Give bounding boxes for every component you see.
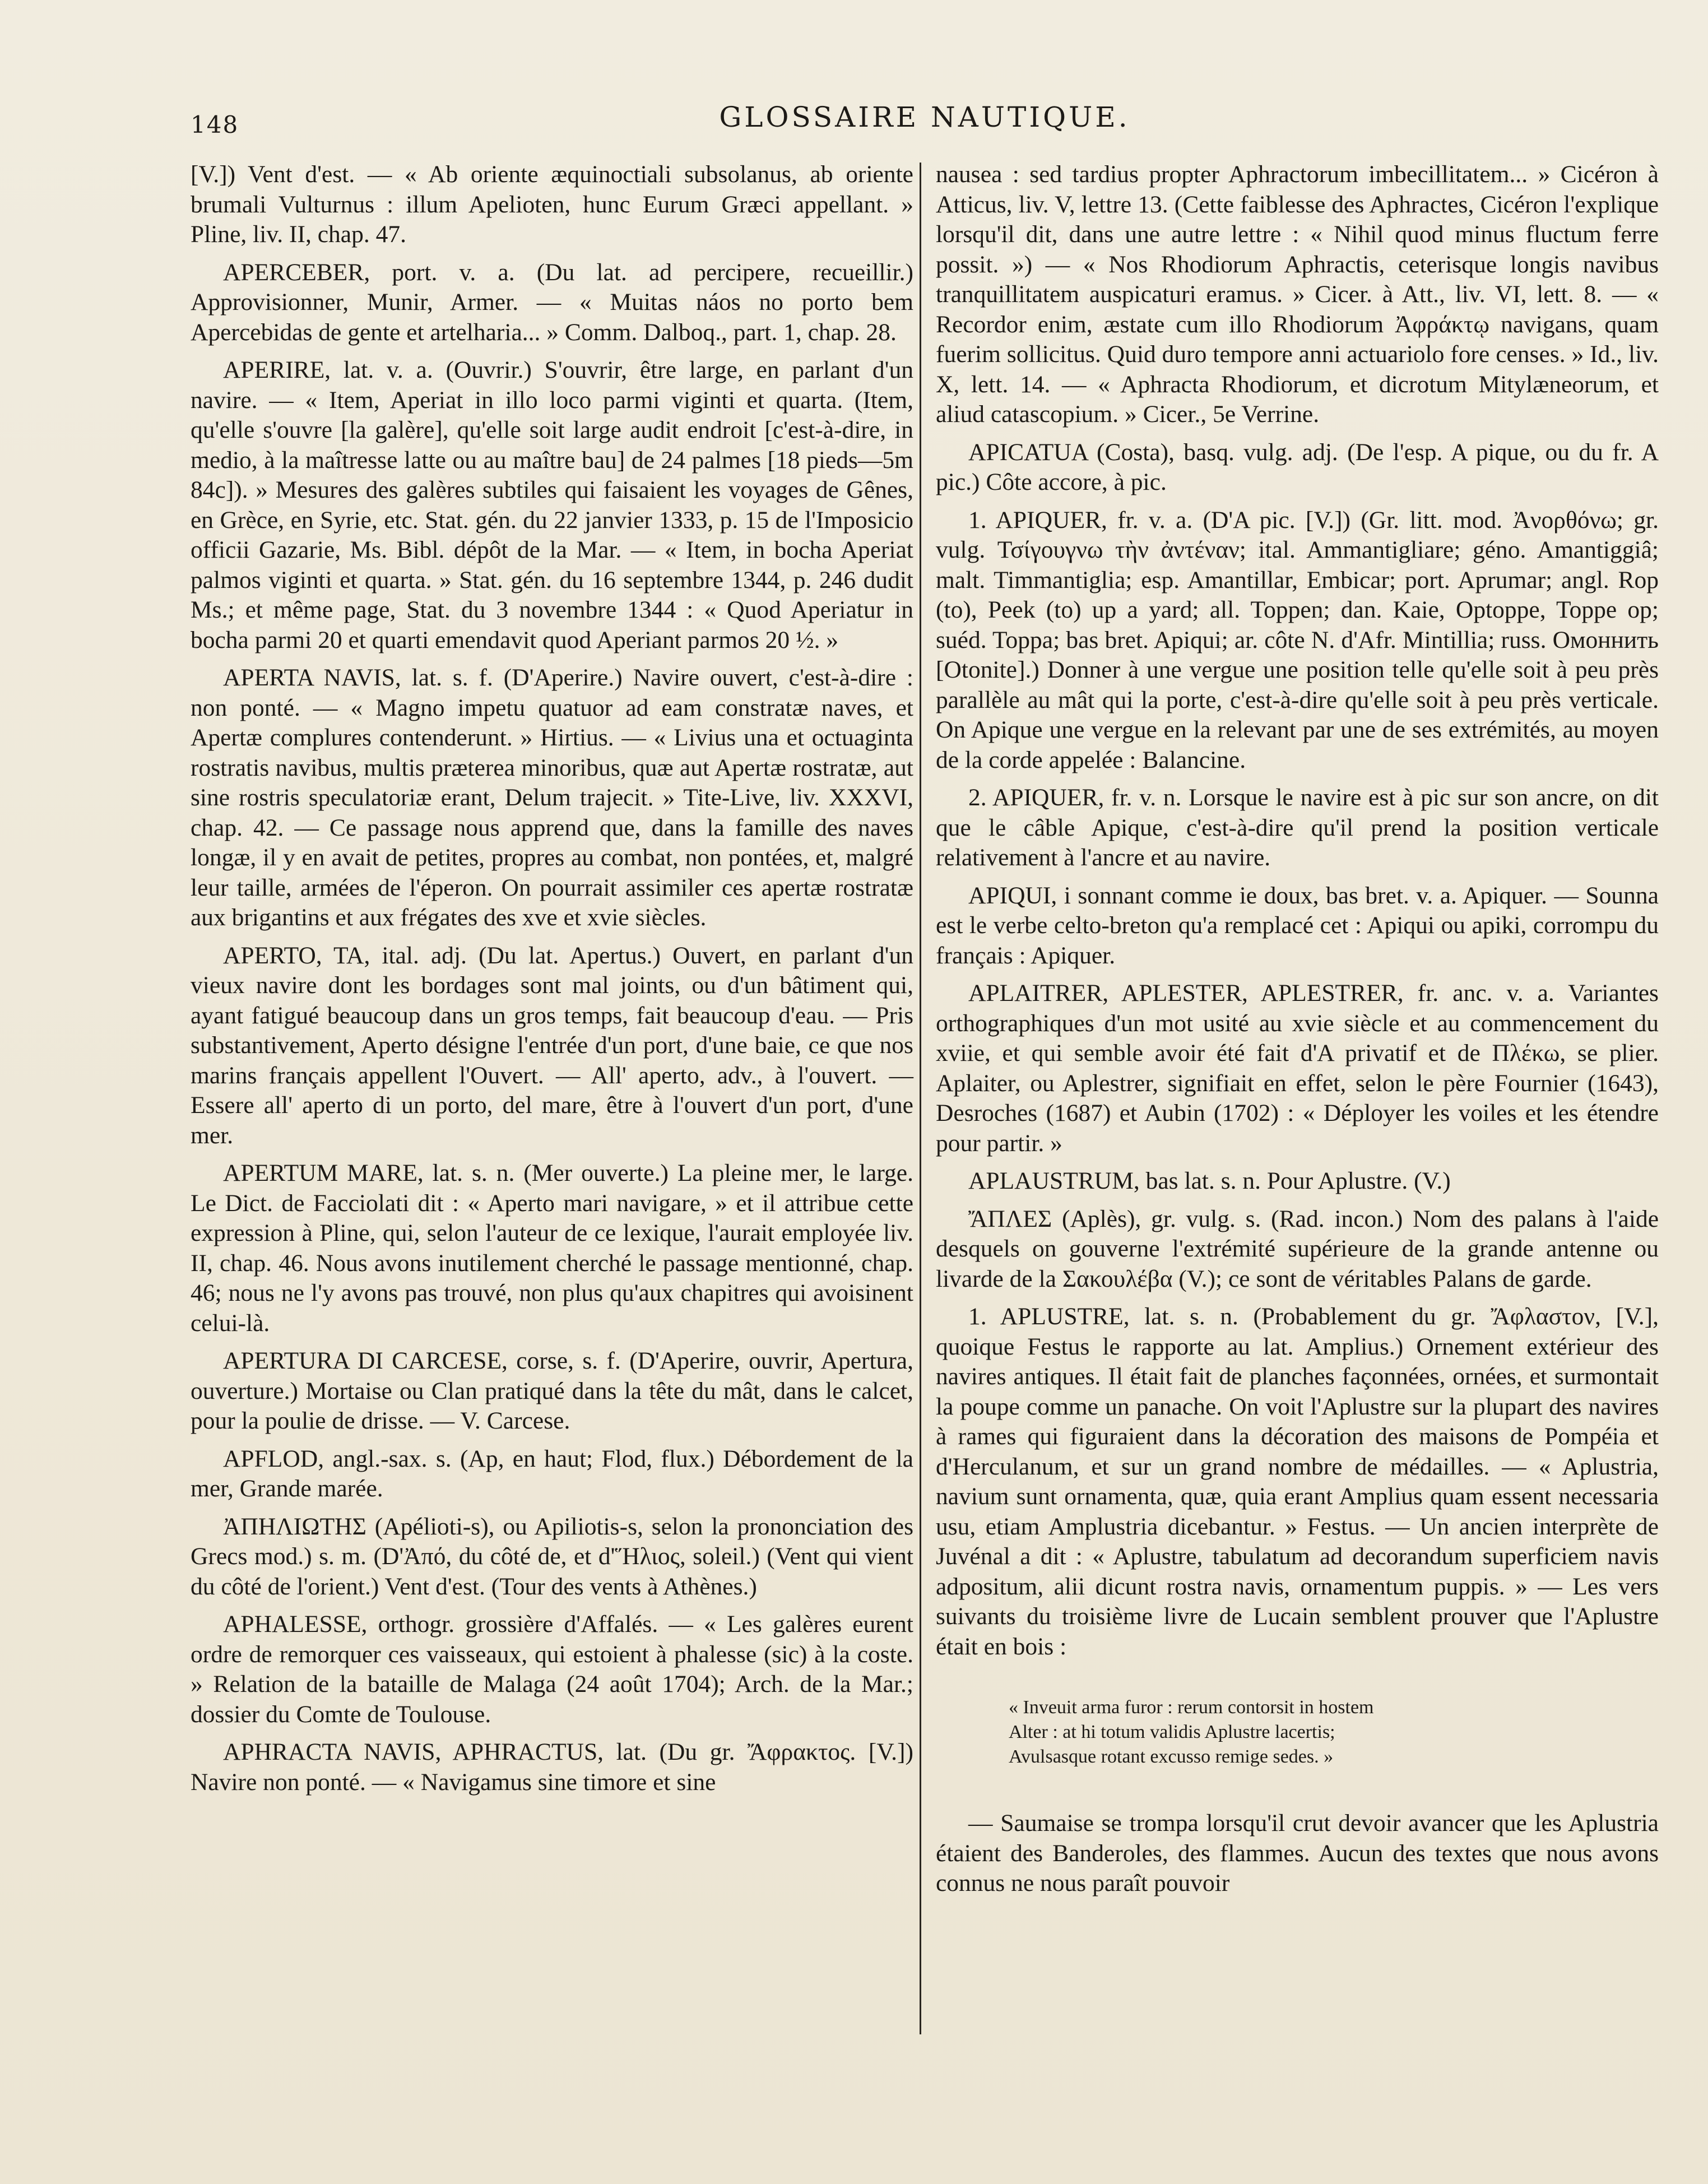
quote-line: Alter : at hi totum validis Aplustre lacertis;	[1009, 1722, 1335, 1742]
entry-apiqui: APIQUI, i sonnant comme ie doux, bas bret. v. a. Apiquer. — Sounna est le verbe celto-breton qu'a remplacé cet : Apiqui ou apiki, corrompu du français : Apiquer.	[936, 882, 1659, 969]
entry-apeliotes: ἈΠΗΛΙΩΤΗΣ (Apélioti-s), ou Apiliotis-s, selon la prononciation des Grecs mod.) s. m. (D'Ἀπό, du côté de, et d'Ἥλιος, soleil.) (Vent qui vient du côté de l'orient.) Vent d'est. (Tour des vents à Athènes.)	[191, 1513, 913, 1600]
quote-line: « Inveuit arma furor : rerum contorsit in hostem	[1009, 1697, 1374, 1718]
entry-apiquer-2: 2. APIQUER, fr. v. n. Lorsque le navire est à pic sur son ancre, on dit que le câble Apique, c'est-à-dire qu'il prend la position verticale relativement à l'ancre et au navire.	[936, 784, 1659, 871]
entry-aperto: APERTO, TA, ital. adj. (Du lat. Apertus.) Ouvert, en parlant d'un vieux navire dont les bordages sont mal joints, ou d'un bâtiment qui, ayant fatigué beaucoup dans un gros temps, fait beaucoup d'eau. — Pris substantivement, Aperto désigne l'entrée d'un port, d'une baie, ce que nos marins français appellent l'Ouvert. — All' aperto, adv., à l'ouvert. — Essere all' aperto di un porto, del mare, être à l'ouvert d'un port, d'une mer.	[191, 942, 913, 1149]
page-number: 148	[191, 111, 239, 138]
running-title: GLOSSAIRE NAUTIQUE.	[719, 101, 1130, 133]
page-header	[191, 101, 1659, 151]
entry-aphalesse: APHALESSE, orthogr. grossière d'Affalés. — « Les galères eurent ordre de remorquer ces vaisseaux, qui estoient à phalesse (sic) à la coste. » Relation de la bataille de Malaga (24 août 1704); Arch. de la Mar.; dossier du Comte de Toulouse.	[191, 1611, 913, 1728]
entry-aples: ἌΠΛΕΣ (Aplès), gr. vulg. s. (Rad. incon.) Nom des palans à l'aide desquels on gouverne l'extrémité supérieure de la grande antenne ou livarde de la Σακουλέβα (V.); ce sont de véritables Palans de garde.	[936, 1205, 1659, 1292]
entry-aplaitrer: APLAITRER, APLESTER, APLESTRER, fr. anc. v. a. Variantes orthographiques d'un mot usité au xvie siècle et au commencement du xviie, et qui semble avoir été fait d'Α privatif et de Πλέκω, se plier. Aplaiter, ou Aplestrer, signifiait en effet, selon le père Fournier (1643), Desroches (1687) et Aubin (1702) : « Déployer les voiles et les étendre pour partir. »	[936, 980, 1659, 1157]
right-column	[936, 160, 1659, 1907]
entry-apicatua: APICATUA (Costa), basq. vulg. adj. (De l'esp. A pique, ou du fr. A pic.) Côte accore, à pic.	[936, 438, 1659, 495]
entry-aphracta-continuation: nausea : sed tardius propter Aphractorum imbecillitatem... » Cicéron à Atticus, liv. V, lettre 13. (Cette faiblesse des Aphractes, Cicéron l'explique lorsqu'il dit, dans une autre lettre : « Nihil quod minus fluctum ferre possit. ») — « Nos Rhodiorum Aphractis, ceterisque longis navibus tranquillitatem auspicaturi eramus. » Cicer. à Att., liv. VI, lett. 8. — « Recordor enim, æstate cum illo Rhodiorum Ἀφράκτῳ navigans, quam fuerim sollicitus. Quid duro tempore anni actuariolo fore censes. » Id., liv. X, lett. 14. — « Aphracta Rhodiorum, et dicrotum Mitylæneorum, et aliud catascopium. » Cicer., 5e Verrine.	[936, 161, 1659, 428]
entry-aphracta-navis: APHRACTA NAVIS, APHRACTUS, lat. (Du gr. Ἄφρακτος. [V.]) Navire non ponté. — « Navigamus sine timore et sine	[191, 1738, 913, 1796]
entry-apflod: APFLOD, angl.-sax. s. (Ap, en haut; Flod, flux.) Débordement de la mer, Grande marée.	[191, 1445, 913, 1502]
quote-line: Avulsasque rotant excusso remige sedes. »	[1009, 1746, 1334, 1767]
entry-aperire: APERIRE, lat. v. a. (Ouvrir.) S'ouvrir, être large, en parlant d'un navire. — « Item, Aperiat in illo loco parmi viginti et quarta. (Item, qu'elle s'ouvre [la galère], qu'elle soit large audit endroit [c'est-à-dire, in medio, à la maîtresse latte ou au maître bau] de 24 palmes [18 pieds—5m 84c]). » Mesures des galères subtiles qui faisaient les voyages de Gênes, en Grèce, en Syrie, etc. Stat. gén. du 22 janvier 1333, p. 15 de l'Imposicio officii Gazarie, Ms. Bibl. dépôt de la Mar. — « Item, in bocha Aperiat palmos viginti et quarta. » Stat. gén. du 16 septembre 1344, p. 246 dudit Ms.; et même page, Stat. du 3 novembre 1344 : « Quod Aperiatur in bocha parmi 20 et quarti emendavit quod Aperiant parmos 20 ½. »	[191, 356, 913, 653]
column-divider	[920, 163, 921, 2034]
entry-aplustre-1: 1. APLUSTRE, lat. s. n. (Probablement du gr. Ἄφλαστον, [V.], quoique Festus le rapporte au lat. Amplius.) Ornement extérieur des navires antiques. Il était fait de planches façonnées, ornées, et surmontait la poupe comme un panache. On voit l'Aplustre sur la plupart des navires à rames qui figuraient dans la décoration des maisons de Pompéia et d'Herculanum, et sur un grand nombre de médailles. — « Aplustria, navium sunt ornamenta, quæ, quia erant Amplius quam essent necessaria usu, etiam Amplustria dicebantur. » Festus. — Un ancien interprète de Juvénal a dit : « Aplustre, tabulatum ad decorandum superficiem navis adpositum, alii dicunt rostra navis, ornamentum puppis. » — Les vers suivants du troisième livre de Lucain semblent prouver que l'Aplustre était en bois :	[936, 1303, 1659, 1660]
entry-aplaustrum: APLAUSTRUM, bas lat. s. n. Pour Aplustre. (V.)	[968, 1167, 1451, 1194]
entry-continuation: [V.]) Vent d'est. — « Ab oriente æquinoctiali subsolanus, ab oriente brumali Vulturnus : illum Apelioten, hunc Eurum Græci appellant. » Pline, liv. II, chap. 47.	[191, 161, 913, 248]
entry-apertum-mare: APERTUM MARE, lat. s. n. (Mer ouverte.) La pleine mer, le large. Le Dict. de Facciolati dit : « Aperto mari navigare, » et il attribue cette expression à Pline, qui, selon l'auteur de ce lexique, l'aurait employée liv. II, chap. 46. Nous avons inutilement cherché le passage mentionné, chap. 46; nous ne l'y avons pas trouvé, non plus qu'aux chapitres qui avoisinent celui-là.	[191, 1160, 913, 1337]
entry-aperta-navis: APERTA NAVIS, lat. s. f. (D'Aperire.) Navire ouvert, c'est-à-dire : non ponté. — « Magno impetu quatuor ad eam constratæ naves, et Apertæ complures contenderunt. » Hirtius. — « Livius una et octuaginta rostratis navibus, multis præterea minoribus, quæ aut Apertæ rostratæ, aut sine rostris speculatoriæ erant, Delum trajecit. » Tite-Live, liv. XXXVI, chap. 42. — Ce passage nous apprend que, dans la famille des naves longæ, il y en avait de petites, propres au combat, non pontées, et, malgré leur taille, armées de l'éperon. On pourrait assimiler ces apertæ rostratæ aux brigantins et aux frégates des xve et xvie siècles.	[191, 664, 913, 931]
lucan-quote	[1009, 1695, 1659, 1769]
entry-apertura-di-carcese: APERTURA DI CARCESE, corse, s. f. (D'Aperire, ouvrir, Apertura, ouverture.) Mortaise ou Clan pratiqué dans la tête du mât, dans le calcet, pour la poulie de drisse. — V. Carcese.	[191, 1347, 913, 1434]
entry-saumaise: — Saumaise se trompa lorsqu'il crut devoir avancer que les Aplustria étaient des Banderoles, des flammes. Aucun des textes que nous avons connus ne nous paraît pouvoir	[936, 1810, 1659, 1896]
entry-apercebar: APERCEBER, port. v. a. (Du lat. ad percipere, recueillir.) Approvisionner, Munir, Armer. — « Muitas náos no porto bem Apercebidas de gente et artelharia... » Comm. Dalboq., part. 1, chap. 28.	[191, 258, 913, 346]
entry-apiquer-1: 1. APIQUER, fr. v. a. (D'A pic. [V.]) (Gr. litt. mod. Ἀνορθόνω; gr. vulg. Τσίγουγνω τὴν ἀντέναν; ital. Ammantigliare; géno. Amantiggiâ; malt. Timmantiglia; esp. Amantillar, Embicar; port. Aprumar; angl. Rop (to), Peek (to) up a yard; all. Toppen; dan. Kaie, Optoppe, Toppe op; suéd. Toppa; bas bret. Apiqui; ar. côte N. d'Afr. Mintillia; russ. Омоннить [Otonite].) Donner à une vergue une position telle qu'elle soit à peu près parallèle au mât qui la porte, c'est-à-dire qu'elle soit à peu près verticale. On Apique une vergue en la relevant par une de ses extrémités, au moyen de la corde appelée : Balancine.	[936, 506, 1659, 773]
left-column	[191, 160, 913, 1801]
